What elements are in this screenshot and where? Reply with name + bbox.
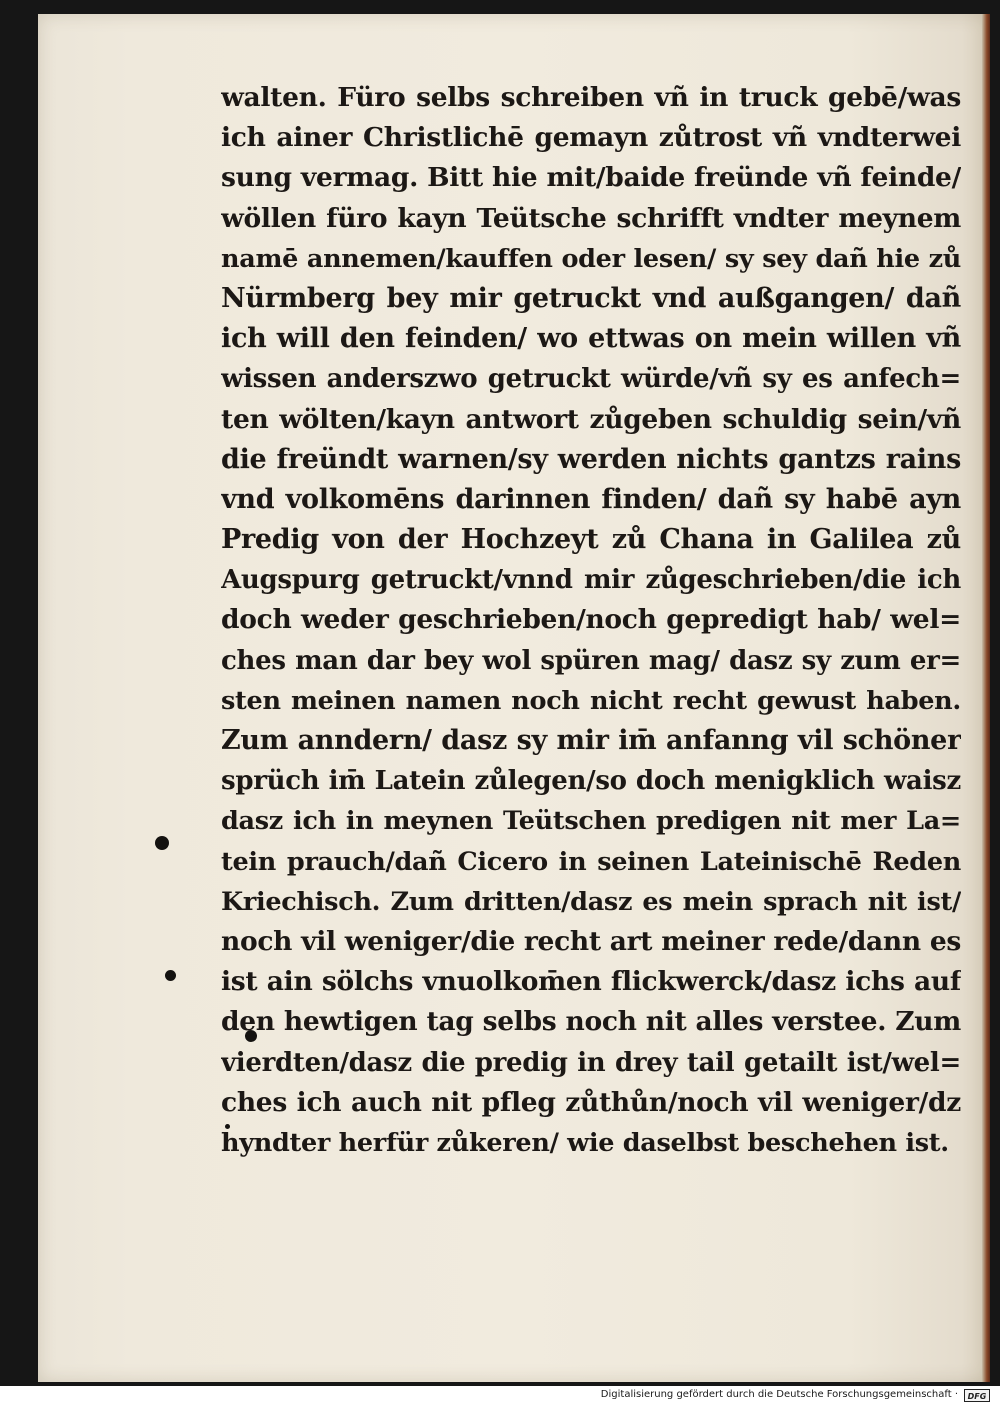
text-line: sung vermag. Bitt hie mit/baide freünde vñ feinde/ bbox=[221, 162, 961, 194]
text-line: ich ainer Christlichē gemayn zůtrost vñ vndterwei bbox=[221, 122, 961, 154]
body-text bbox=[221, 78, 961, 1163]
text-line: vierdten/dasz die predig in drey tail getailt ist/wel= bbox=[221, 1047, 961, 1078]
text-line: ches man dar bey wol spüren mag/ dasz sy zum er= bbox=[221, 645, 961, 676]
text-line: noch vil weniger/die recht art meiner rede/dann es bbox=[221, 925, 961, 957]
text-line: tein prauch/dañ Cicero in seinen Lateinischē Reden bbox=[221, 846, 961, 877]
text-line: wöllen füro kayn Teütsche schrifft vndter meynem bbox=[221, 202, 961, 234]
dfg-logo-icon: DFG bbox=[964, 1389, 990, 1402]
text-line: Zum anndern/ dasz sy mir im̄ anfanng vil schöner bbox=[221, 725, 961, 756]
text-line: Augspurg getruckt/vnnd mir zůgeschrieben/die ich bbox=[221, 565, 961, 596]
text-line: namē annemen/kauffen oder lesen/ sy sey dañ hie zů bbox=[221, 243, 961, 274]
text-line: ten wölten/kayn antwort zůgeben schuldig sein/vñ bbox=[221, 403, 961, 435]
text-line: Nürmberg bey mir getruckt vnd außgangen/ dañ bbox=[221, 282, 961, 314]
text-line: Kriechisch. Zum dritten/dasz es mein sprach nit ist/ bbox=[221, 886, 961, 917]
funding-credit: Digitalisierung gefördert durch die Deutsche Forschungsgemeinschaft · bbox=[600, 1389, 958, 1400]
text-line: den hewtigen tag selbs noch nit alles verstee. Zum bbox=[221, 1006, 961, 1038]
text-line: wissen anderszwo getruckt würde/vñ sy es anfech= bbox=[221, 364, 961, 395]
ink-mark bbox=[165, 970, 176, 981]
text-line: walten. Füro selbs schreiben vñ in truck gebē/was bbox=[221, 82, 961, 113]
text-line: die freündt warnen/sy werden nichts gantzs rains bbox=[221, 443, 961, 475]
ink-mark bbox=[155, 836, 169, 850]
text-line: dasz ich in meynen Teütschen predigen nit mer La= bbox=[221, 806, 961, 837]
footer-bar bbox=[0, 1386, 1000, 1407]
text-line: Predig von der Hochzeyt zů Chana in Galilea zů bbox=[221, 524, 961, 556]
text-line: ist ain sölchs vnuolkom̄en flickwerck/dasz ichs auf bbox=[221, 966, 961, 998]
text-line: doch weder geschrieben/noch gepredigt hab/ wel= bbox=[221, 604, 961, 636]
text-line: hyndter herfür zůkeren/ wie daselbst beschehen ist. bbox=[221, 1127, 949, 1158]
text-line: vnd volkomēns darinnen finden/ dañ sy habē ayn bbox=[221, 483, 961, 515]
text-line: sten meinen namen noch nicht recht gewust haben. bbox=[221, 685, 961, 716]
text-line: sprüch im̄ Latein zůlegen/so doch menigklich waisz bbox=[221, 766, 961, 797]
text-line: ches ich auch nit pfleg zůthůn/noch vil weniger/dz bbox=[221, 1086, 961, 1118]
page-edge bbox=[982, 14, 990, 1382]
book-page bbox=[38, 14, 990, 1382]
text-line: ich will den feinden/ wo ettwas on mein willen vñ bbox=[221, 323, 961, 355]
